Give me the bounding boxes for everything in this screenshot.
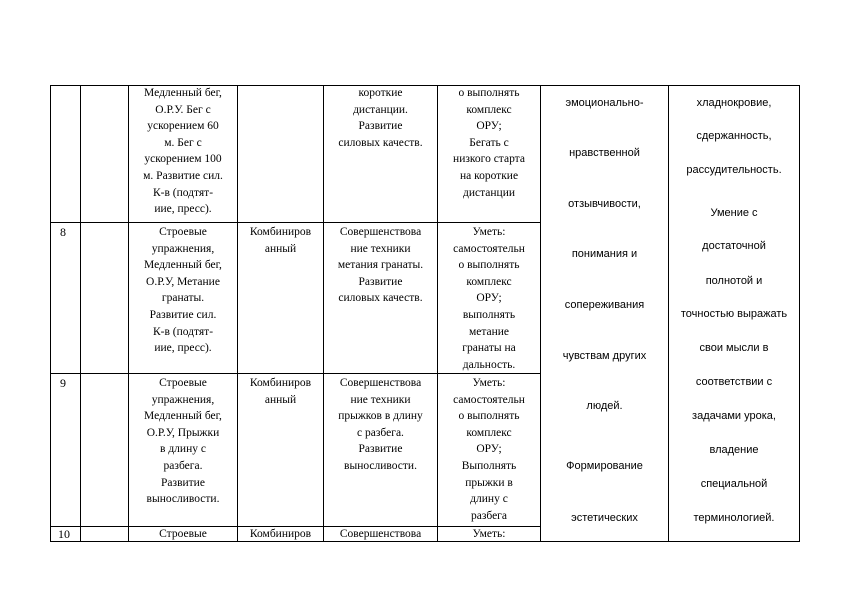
meta-result-line: владение [709, 444, 759, 456]
meta-result-line: полнотой и [705, 275, 763, 287]
cell-requirements: о выполнять комплекс ОРУ; Бегать с низкого старта на короткие дистанции [453, 87, 525, 199]
personal-result-line: понимания и [571, 248, 638, 260]
lesson-plan-table [50, 85, 800, 542]
personal-result-line: сопереживания [564, 299, 645, 311]
cell-lesson-type: Комбиниров [249, 528, 312, 540]
meta-result-line: сдержанность, [696, 130, 772, 142]
col-divider [50, 85, 51, 542]
meta-result-line: достаточной [702, 240, 766, 252]
meta-result-line: хладнокровие, [696, 97, 772, 109]
cell-content: Строевые упражнения, Медленный бег, О.Р.У, Прыжки в длину с разбега. Развитие выносливости. [144, 377, 222, 506]
cell-tasks: короткие дистанции. Развитие силовых качеств. [338, 87, 423, 149]
cell-tasks: Совершенствова [339, 528, 422, 540]
personal-result-line: людей. [586, 400, 623, 412]
cell-requirements: Уметь: самостоятельн о выполнять комплекс ОРУ; выполнять метание гранаты на дальность. [453, 226, 525, 371]
meta-result-line: соответствии с [695, 376, 773, 388]
cell-lesson-type: Комбиниров анный [249, 226, 312, 255]
cell-content: Строевые [159, 528, 207, 540]
personal-result-line: эстетических [571, 512, 638, 524]
row-divider [50, 222, 540, 223]
meta-result-line: специальной [700, 478, 768, 490]
meta-result-line: Умение с [710, 207, 758, 219]
personal-result-line: эмоционально- [565, 97, 644, 109]
cell-number: 9 [60, 376, 66, 390]
cell-requirements: Уметь: [472, 528, 506, 540]
cell-tasks: Совершенствова ние техники метания гранаты. Развитие силовых качеств. [337, 226, 424, 305]
col-divider [80, 85, 81, 542]
personal-result-line: отзывчивости, [568, 198, 641, 210]
meta-result-line: задачами урока, [692, 410, 776, 422]
meta-result-line: терминологией. [693, 512, 775, 524]
personal-result-line: чувствам других [562, 350, 647, 362]
cell-lesson-type: Комбиниров анный [249, 377, 312, 406]
personal-result-line: Формирование [566, 460, 643, 472]
cell-tasks: Совершенствова ние техники прыжков в длину с разбега. Развитие выносливости. [338, 377, 423, 472]
cell-requirements: Уметь: самостоятельн о выполнять комплекс ОРУ; Выполнять прыжки в длину с разбега [453, 377, 525, 522]
col-divider [799, 85, 800, 542]
meta-result-line: свои мысли в [699, 342, 769, 354]
personal-result-line: нравственной [569, 147, 640, 159]
cell-number: 8 [60, 225, 66, 239]
meta-result-line: точностью выражать [680, 308, 788, 320]
cell-content: Строевые упражнения, Медленный бег, О.Р.У, Метание гранаты. Развитие сил. К-в (подтят- иие, пресс). [144, 226, 222, 355]
col-divider [237, 85, 238, 542]
cell-content: Медленный бег, О.Р.У. Бег с ускорением 60 м. Бег с ускорением 100 м. Развитие сил. К-в (подтят- иие, пресс). [143, 87, 223, 216]
cell-number: 10 [58, 527, 70, 541]
meta-result-line: рассудительность. [686, 164, 782, 176]
